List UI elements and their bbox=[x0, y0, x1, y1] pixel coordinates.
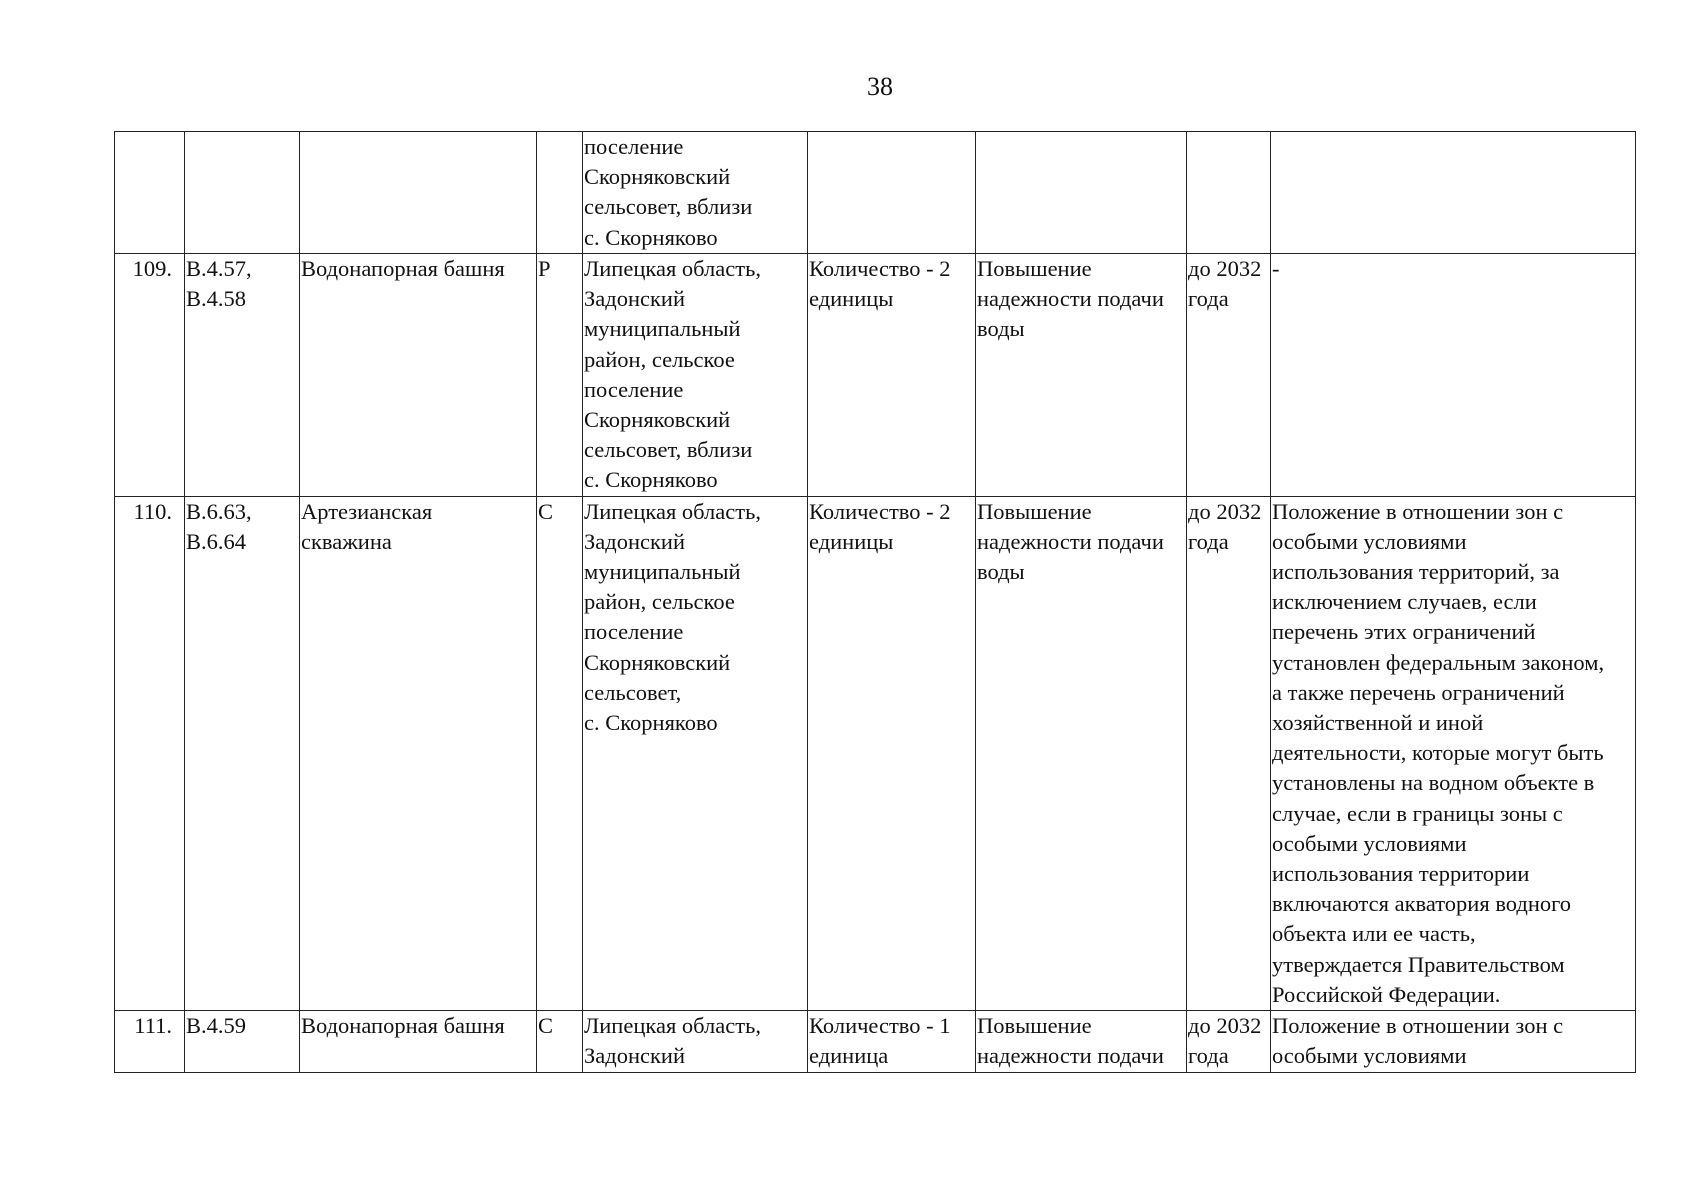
cell-num: 109. bbox=[115, 254, 185, 497]
cell-code bbox=[185, 132, 300, 254]
cell-location: поселение Скорняковский сельсовет, вблизи с. Скорняково bbox=[583, 132, 808, 254]
cell-num bbox=[115, 132, 185, 254]
cell-num: 110. bbox=[115, 496, 185, 1010]
cell-name: Водонапорная башня bbox=[300, 1011, 537, 1073]
cell-zones: Положение в отношении зон с особыми условиями использования территорий, за исключением случаев, если перечень этих ограничений установлен федеральным законом, а также перечень ограничений хозяйственной и иной деятельности, которые могут быть установлены на водном объекте в случае, если в границы зоны с особыми условиями использования территории включаются акватория водного объекта или ее часть, утверждается Правительством Российской Федерации. bbox=[1271, 496, 1636, 1010]
objects-table bbox=[114, 131, 1636, 1073]
cell-zones: Положение в отношении зон с особыми условиями bbox=[1271, 1011, 1636, 1073]
cell-name bbox=[300, 132, 537, 254]
cell-purpose: Повышение надежности подачи воды bbox=[976, 254, 1187, 497]
cell-purpose bbox=[976, 132, 1187, 254]
cell-code: В.6.63, В.6.64 bbox=[185, 496, 300, 1010]
cell-zones bbox=[1271, 132, 1636, 254]
cell-characteristics: Количество - 2 единицы bbox=[808, 496, 976, 1010]
cell-status bbox=[537, 132, 583, 254]
cell-status: С bbox=[537, 496, 583, 1010]
cell-term: до 2032 года bbox=[1187, 1011, 1271, 1073]
cell-zones: - bbox=[1271, 254, 1636, 497]
table-row bbox=[115, 496, 1636, 1010]
cell-code: В.4.57, В.4.58 bbox=[185, 254, 300, 497]
cell-name: Водонапорная башня bbox=[300, 254, 537, 497]
cell-num: 111. bbox=[115, 1011, 185, 1073]
cell-location: Липецкая область, Задонский муниципальный район, сельское поселение Скорняковский сельсовет, с. Скорняково bbox=[583, 496, 808, 1010]
cell-characteristics bbox=[808, 132, 976, 254]
cell-term: до 2032 года bbox=[1187, 254, 1271, 497]
page-number: 38 bbox=[867, 72, 893, 101]
cell-code: В.4.59 bbox=[185, 1011, 300, 1073]
cell-location: Липецкая область, Задонский муниципальный район, сельское поселение Скорняковский сельсовет, вблизи с. Скорняково bbox=[583, 254, 808, 497]
cell-purpose: Повышение надежности подачи bbox=[976, 1011, 1187, 1073]
table-row bbox=[115, 1011, 1636, 1073]
cell-name: Артезианская скважина bbox=[300, 496, 537, 1010]
cell-characteristics: Количество - 2 единицы bbox=[808, 254, 976, 497]
cell-status: Р bbox=[537, 254, 583, 497]
cell-characteristics: Количество - 1 единица bbox=[808, 1011, 976, 1073]
table-row bbox=[115, 132, 1636, 254]
cell-location: Липецкая область, Задонский bbox=[583, 1011, 808, 1073]
cell-purpose: Повышение надежности подачи воды bbox=[976, 496, 1187, 1010]
cell-term: до 2032 года bbox=[1187, 496, 1271, 1010]
cell-status: С bbox=[537, 1011, 583, 1073]
table-row bbox=[115, 254, 1636, 497]
cell-term bbox=[1187, 132, 1271, 254]
